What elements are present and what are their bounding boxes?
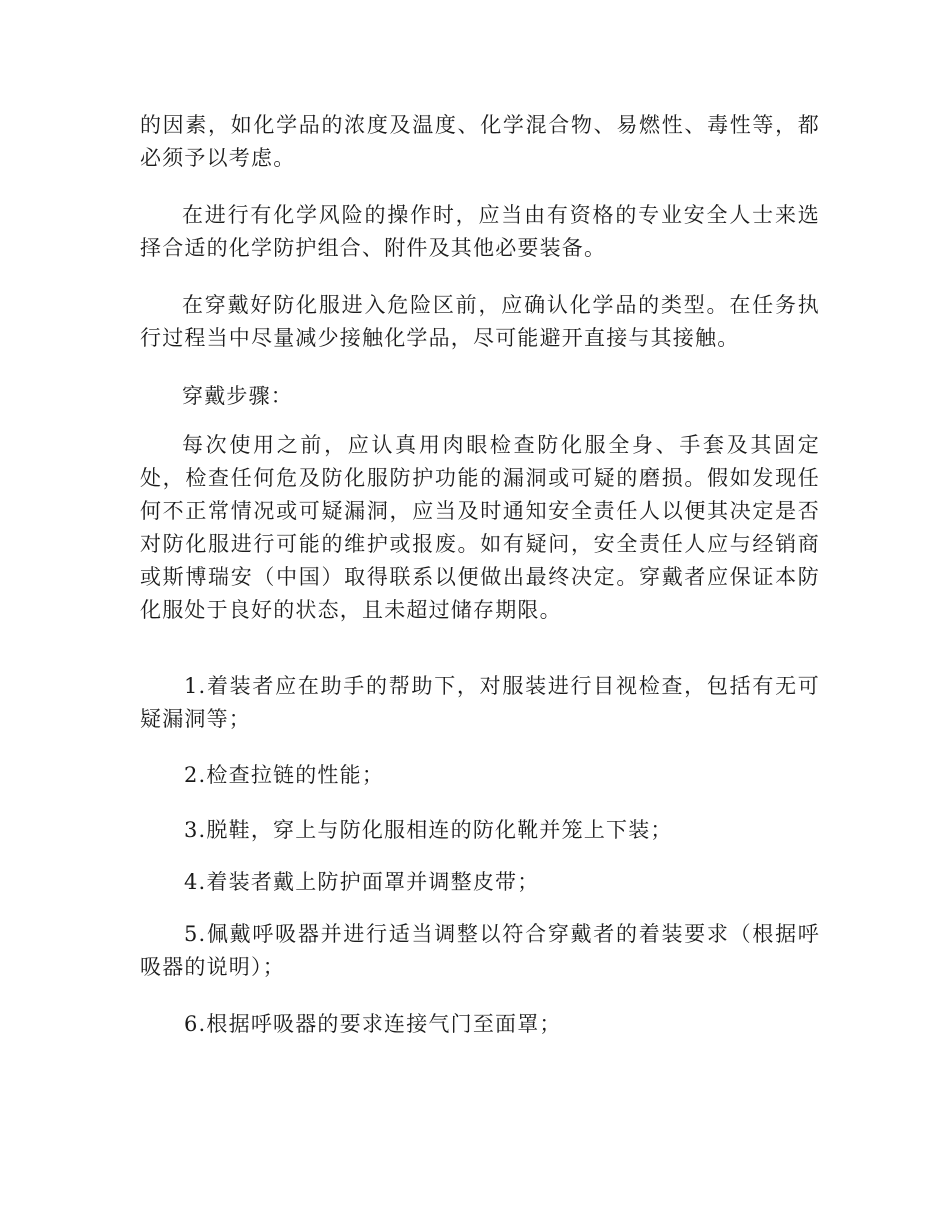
step-item-2: 2.检查拉链的性能； (184, 763, 385, 787)
step-item-3: 3.脱鞋，穿上与防化服相连的防化靴并笼上下装； (184, 818, 673, 842)
paragraph-pre-use-inspection: 每次使用之前，应认真用肉眼检查防化服全身、手套及其固定处，检查任何危及防化服防护功能的漏洞或可疑的磨损。假如发现任何不正常情况或可疑漏洞，应当及时通知安全责任人以便其决定是否对防化服进行可能的维护或报废。如有疑问，安全责任人应与经销商或斯博瑞安（中国）取得联系以便做出最终决定。穿戴者应保证本防化服处于良好的状态，且未超过储存期限。 (140, 433, 820, 622)
step-item-6: 6.根据呼吸器的要求连接气门至面罩； (184, 1012, 562, 1036)
step-item-5: 5.佩戴呼吸器并进行适当调整以符合穿戴者的着装要求（根据呼吸器的说明）； (140, 922, 820, 979)
paragraph-chemical-factors: 的因素，如化学品的浓度及温度、化学混合物、易燃性、毒性等，都必须予以考虑。 (140, 113, 820, 170)
paragraph-professional-selection: 在进行有化学风险的操作时，应当由有资格的专业安全人士来选择合适的化学防护组合、附件及其他必要装备。 (140, 203, 820, 260)
paragraph-confirm-chemical-type: 在穿戴好防化服进入危险区前，应确认化学品的类型。在任务执行过程当中尽量减少接触化学品，尽可能避开直接与其接触。 (140, 293, 820, 350)
heading-donning-steps: 穿戴步骤： (182, 384, 293, 408)
step-item-4: 4.着装者戴上防护面罩并调整皮带； (184, 870, 540, 894)
step-item-1: 1.着装者应在助手的帮助下，对服装进行目视检查，包括有无可疑漏洞等； (140, 674, 820, 731)
